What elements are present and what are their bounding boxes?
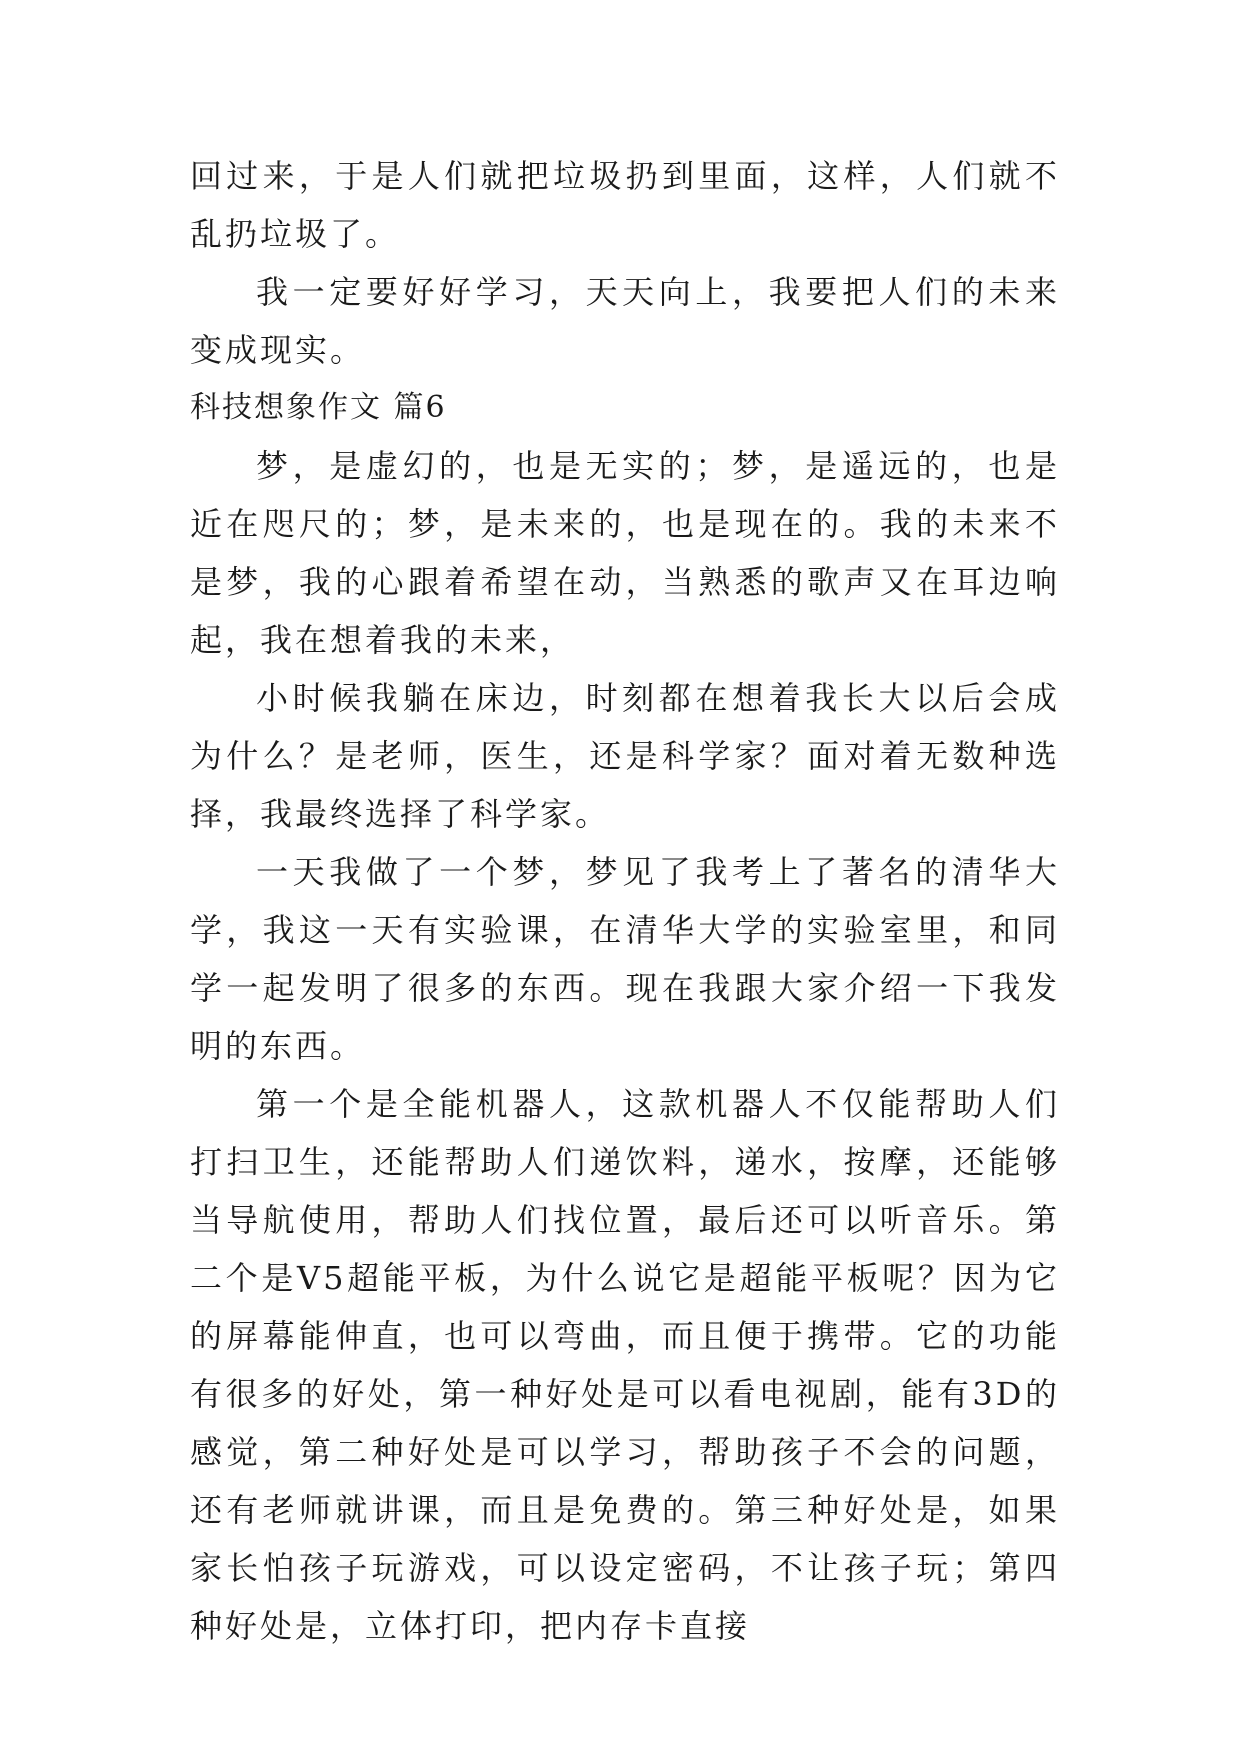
document-body bbox=[190, 147, 1060, 1655]
paragraph-continuation: 回过来，于是人们就把垃圾扔到里面，这样，人们就不乱扔垃圾了。 bbox=[190, 157, 1060, 253]
section-heading: 科技想象作文 篇6 bbox=[190, 390, 447, 425]
paragraph: 第一个是全能机器人，这款机器人不仅能帮助人们打扫卫生，还能帮助人们递饮料，递水，按摩，还能够当导航使用，帮助人们找位置，最后还可以听音乐。第二个是V5超能平板，为什么说它是超能平板呢？因为它的屏幕能伸直，也可以弯曲，而且便于携带。它的功能有很多的好处，第一种好处是可以看电视剧，能有3D的感觉，第二种好处是可以学习，帮助孩子不会的问题，还有老师就讲课，而且是免费的。第三种好处是，如果家长怕孩子玩游戏，可以设定密码，不让孩子玩；第四种好处是，立体打印，把内存卡直接 bbox=[190, 1085, 1060, 1645]
paragraph: 小时候我躺在床边，时刻都在想着我长大以后会成为什么？是老师，医生，还是科学家？面对着无数种选择，我最终选择了科学家。 bbox=[190, 679, 1060, 833]
paragraph: 我一定要好好学习，天天向上，我要把人们的未来变成现实。 bbox=[190, 273, 1060, 369]
paragraph: 梦，是虚幻的，也是无实的；梦，是遥远的，也是近在咫尺的；梦，是未来的，也是现在的。我的未来不是梦，我的心跟着希望在动，当熟悉的歌声又在耳边响起，我在想着我的未来， bbox=[190, 447, 1060, 659]
paragraph: 一天我做了一个梦，梦见了我考上了著名的清华大学，我这一天有实验课，在清华大学的实验室里，和同学一起发明了很多的东西。现在我跟大家介绍一下我发明的东西。 bbox=[190, 853, 1060, 1065]
